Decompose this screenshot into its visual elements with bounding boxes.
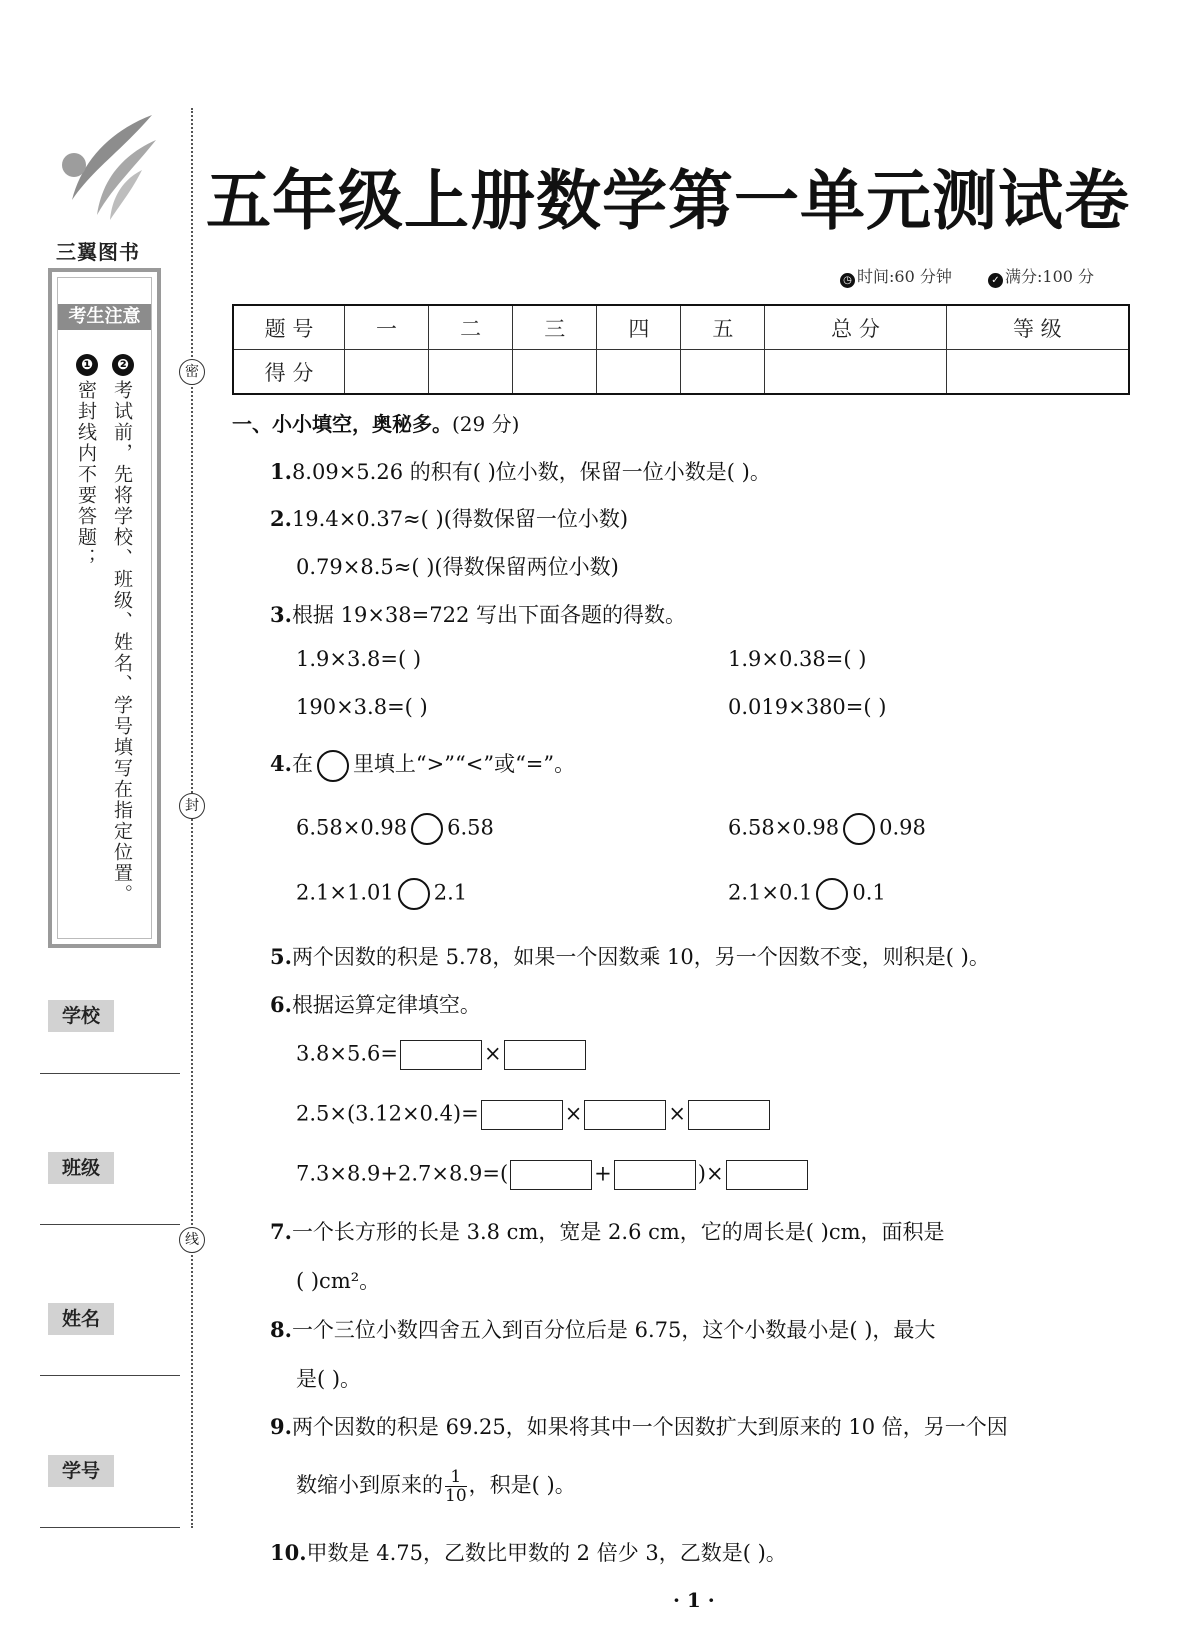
name-label: 姓名 bbox=[48, 1303, 114, 1335]
score-cell[interactable] bbox=[597, 350, 681, 395]
student-id-label: 学号 bbox=[48, 1455, 114, 1487]
score-header-cell: 三 bbox=[513, 305, 597, 350]
seal-char-xian: 线 bbox=[179, 1227, 205, 1253]
score-table-score-row bbox=[233, 350, 1129, 395]
clock-icon: ◷ bbox=[840, 273, 855, 288]
section-1-title-text: 一、小小填空，奥秘多。 bbox=[232, 412, 452, 436]
compare-right: 2.1 bbox=[433, 880, 468, 905]
score-header-cell: 五 bbox=[681, 305, 765, 350]
section-1-points: (29 分) bbox=[452, 412, 520, 436]
score-cell[interactable] bbox=[946, 350, 1129, 395]
question-9 bbox=[270, 1411, 1008, 1441]
score-cell[interactable] bbox=[429, 350, 513, 395]
compare-circle[interactable] bbox=[816, 878, 848, 910]
question-6-a bbox=[296, 1040, 588, 1070]
question-3-a: 1.9×3.8=( ) bbox=[296, 647, 422, 671]
question-6 bbox=[270, 989, 481, 1019]
answer-box[interactable] bbox=[726, 1160, 808, 1190]
question-2-line-2: 0.79×8.5≈( )(得数保留两位小数) bbox=[296, 555, 619, 579]
time-limit bbox=[840, 264, 952, 288]
compare-right: 0.98 bbox=[879, 815, 926, 840]
question-4-c bbox=[296, 878, 467, 910]
question-6-b bbox=[296, 1100, 772, 1130]
expression: 3.8×5.6= bbox=[296, 1041, 398, 1066]
notice-item-2-text: 考试前，先将学校、班级、姓名、学号填写在指定位置。 bbox=[111, 380, 133, 905]
answer-box[interactable] bbox=[400, 1040, 482, 1070]
seal-char-feng: 封 bbox=[179, 793, 205, 819]
question-3-c: 190×3.8=( ) bbox=[296, 695, 428, 719]
expression: 7.3×8.9+2.7×8.9=( bbox=[296, 1161, 509, 1186]
score-row-label: 得 分 bbox=[233, 350, 345, 395]
answer-box[interactable] bbox=[481, 1100, 563, 1130]
student-id-line[interactable] bbox=[40, 1527, 180, 1528]
school-line[interactable] bbox=[40, 1073, 180, 1074]
answer-box[interactable] bbox=[510, 1160, 592, 1190]
question-number: 6. bbox=[270, 992, 292, 1017]
question-text-pre: 在 bbox=[291, 752, 313, 776]
notice-title: 考生注意 bbox=[58, 304, 151, 330]
notice-box bbox=[48, 268, 161, 948]
score-cell[interactable] bbox=[345, 350, 429, 395]
question-number: 4. bbox=[270, 751, 292, 776]
question-text: 甲数是 4.75，乙数比甲数的 2 倍少 3，乙数是( )。 bbox=[306, 1541, 787, 1565]
compare-left: 6.58×0.98 bbox=[728, 815, 840, 840]
question-text: 一个长方形的长是 3.8 cm，宽是 2.6 cm，它的周长是( )cm，面积是 bbox=[291, 1220, 945, 1244]
name-line[interactable] bbox=[40, 1375, 180, 1376]
question-4-d bbox=[728, 878, 886, 910]
question-number: 8. bbox=[270, 1317, 292, 1342]
question-4-b bbox=[728, 813, 926, 845]
question-7 bbox=[270, 1216, 945, 1246]
class-line[interactable] bbox=[40, 1224, 180, 1225]
answer-box[interactable] bbox=[688, 1100, 770, 1130]
question-text: 两个因数的积是 69.25，如果将其中一个因数扩大到原来的 10 倍，另一个因 bbox=[291, 1415, 1008, 1439]
score-header-cell: 一 bbox=[345, 305, 429, 350]
question-2 bbox=[270, 503, 628, 533]
question-text-post: 里填上“>”“<”或“=”。 bbox=[352, 752, 576, 776]
question-text: 8.09×5.26 的积有( )位小数，保留一位小数是( )。 bbox=[291, 460, 771, 484]
question-number: 10. bbox=[270, 1540, 307, 1565]
score-header-cell: 四 bbox=[597, 305, 681, 350]
score-header-cell: 总 分 bbox=[765, 305, 946, 350]
question-6-c bbox=[296, 1160, 810, 1190]
publisher-logo bbox=[52, 110, 162, 220]
score-cell[interactable] bbox=[765, 350, 946, 395]
notice-item-2-number: ❷ bbox=[112, 354, 134, 376]
fraction-numerator: 1 bbox=[445, 1468, 467, 1487]
answer-box[interactable] bbox=[614, 1160, 696, 1190]
times-sign: × bbox=[705, 1161, 724, 1186]
compare-right: 0.1 bbox=[852, 880, 886, 905]
question-3-b: 1.9×0.38=( ) bbox=[728, 647, 867, 671]
school-label: 学校 bbox=[48, 1000, 114, 1032]
notice-item-1-number: ❶ bbox=[76, 354, 98, 376]
question-number: 1. bbox=[270, 459, 292, 484]
time-text: 时间:60 分钟 bbox=[857, 267, 952, 286]
score-header-cell: 等 级 bbox=[946, 305, 1129, 350]
times-sign: × bbox=[668, 1101, 686, 1126]
question-1 bbox=[270, 456, 771, 486]
question-10 bbox=[270, 1537, 787, 1567]
question-text: 根据运算定律填空。 bbox=[291, 993, 481, 1017]
compare-circle[interactable] bbox=[843, 813, 875, 845]
score-cell[interactable] bbox=[681, 350, 765, 395]
full-score-text: 满分:100 分 bbox=[1005, 267, 1095, 286]
question-text: 一个三位小数四舍五入到百分位后是 6.75，这个小数最小是( )，最大 bbox=[291, 1318, 936, 1342]
answer-box[interactable] bbox=[504, 1040, 586, 1070]
score-header-cell: 题 号 bbox=[233, 305, 345, 350]
question-3-d: 0.019×380=( ) bbox=[728, 695, 887, 719]
publisher-name: 三翼图书 bbox=[56, 240, 140, 264]
page-title: 五年级上册数学第一单元测试卷 bbox=[206, 164, 1131, 239]
notice-item-1-text: 密封线内不要答题； bbox=[75, 380, 97, 569]
seal-char-mi: 密 bbox=[179, 359, 205, 385]
question-3 bbox=[270, 599, 686, 629]
section-1-title bbox=[232, 408, 519, 437]
question-8-line-2: 是( )。 bbox=[296, 1367, 362, 1391]
question-number: 2. bbox=[270, 506, 292, 531]
question-4-a bbox=[296, 813, 494, 845]
compare-left: 2.1×1.01 bbox=[296, 880, 394, 905]
full-score bbox=[988, 264, 1094, 288]
check-icon: ✓ bbox=[988, 273, 1003, 288]
fraction bbox=[445, 1468, 467, 1505]
page-number: · 1 · bbox=[673, 1588, 715, 1612]
score-table bbox=[232, 304, 1130, 395]
compare-right: 6.58 bbox=[447, 815, 494, 840]
question-number: 5. bbox=[270, 944, 292, 969]
answer-box[interactable] bbox=[584, 1100, 666, 1130]
question-text: ，积是( )。 bbox=[468, 1473, 576, 1497]
question-text: 19.4×0.37≈( )(得数保留一位小数) bbox=[291, 507, 629, 531]
question-text: 根据 19×38=722 写出下面各题的得数。 bbox=[291, 603, 687, 627]
question-number: 3. bbox=[270, 602, 292, 627]
close-paren: ) bbox=[697, 1161, 706, 1186]
question-number: 9. bbox=[270, 1414, 292, 1439]
question-text: 两个因数的积是 5.78，如果一个因数乘 10，另一个因数不变，则积是( )。 bbox=[291, 945, 990, 969]
compare-circle[interactable] bbox=[398, 878, 430, 910]
fraction-denominator: 10 bbox=[445, 1486, 467, 1506]
compare-circle-example bbox=[317, 750, 349, 782]
times-sign: × bbox=[564, 1101, 583, 1126]
expression: 2.5×(3.12×0.4)= bbox=[296, 1101, 479, 1126]
score-cell[interactable] bbox=[513, 350, 597, 395]
question-7-line-2: ( )cm²。 bbox=[296, 1269, 381, 1293]
question-4 bbox=[270, 748, 575, 782]
class-label: 班级 bbox=[48, 1152, 114, 1184]
question-5 bbox=[270, 941, 990, 971]
plus-sign: + bbox=[594, 1161, 612, 1186]
compare-circle[interactable] bbox=[411, 813, 443, 845]
question-9-line-2 bbox=[296, 1468, 576, 1505]
question-8 bbox=[270, 1314, 935, 1344]
score-header-cell: 二 bbox=[429, 305, 513, 350]
compare-left: 6.58×0.98 bbox=[296, 815, 408, 840]
times-sign: × bbox=[484, 1041, 502, 1066]
compare-left: 2.1×0.1 bbox=[728, 880, 813, 905]
question-text: 数缩小到原来的 bbox=[296, 1473, 443, 1497]
question-number: 7. bbox=[270, 1219, 292, 1244]
score-table-header-row bbox=[233, 305, 1129, 350]
